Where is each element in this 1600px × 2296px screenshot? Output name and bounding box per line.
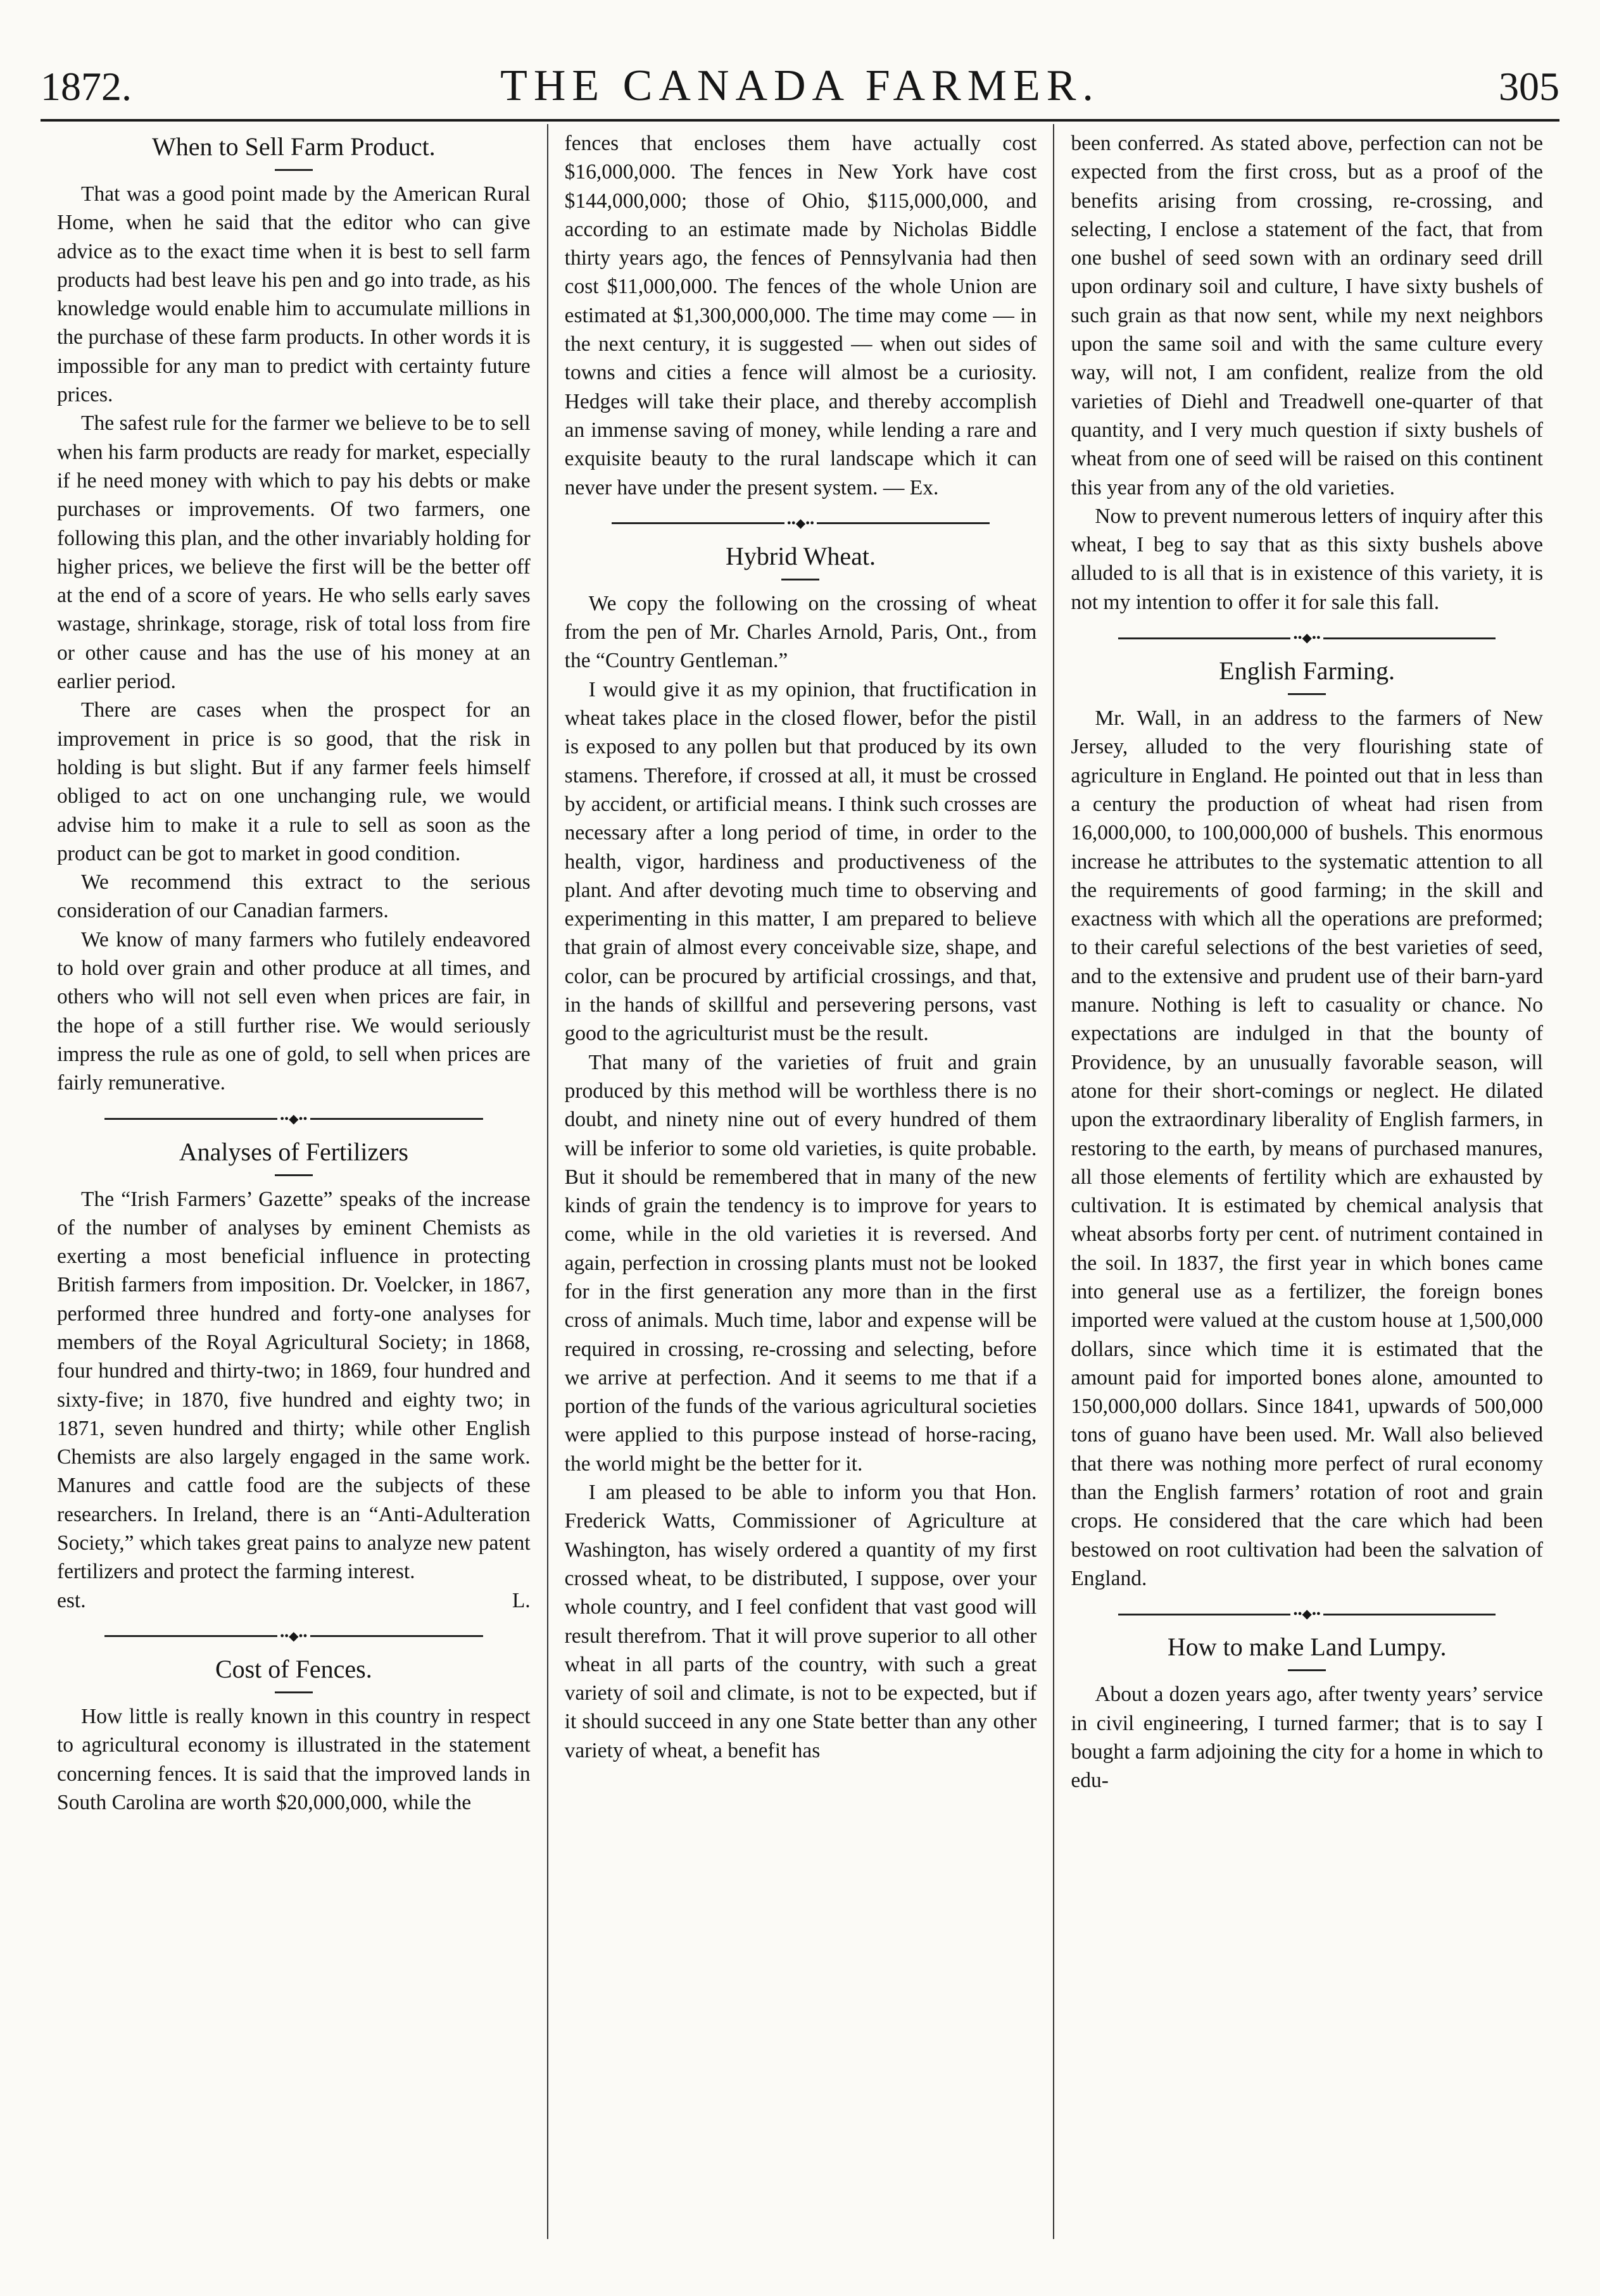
divider-ornament: ••◆•• (1293, 1607, 1321, 1622)
paragraph: been conferred. As stated above, perfection can not be expected from the first cross, but as a proof of the benefits arising from crossing, re-crossing, and selecting, I enclose a statement of the fact, that from one bushel of seed sown with an ordinary seed drill upon ordinary soil and culture, I have sixty bushels of such grain as that now sent, while my next neighbors upon the same soil and with the same culture every way, will not, I am confident, realize from the old varieties of Diehl and Treadwell one-quarter of that quantity, and I very much question if sixty bushels of wheat from one of seed will be raised on this continent this year from any of the old varieties. (1071, 132, 1543, 499)
divider-ornament: ••◆•• (280, 1112, 308, 1126)
article-title-when-to-sell: When to Sell Farm Product. (151, 132, 436, 161)
title-dash (1288, 693, 1326, 695)
divider-ornament: ••◆•• (280, 1629, 308, 1643)
signature-initial: L. (512, 1588, 531, 1612)
paragraph: There are cases when the prospect for an improvement in price is so good, that the risk in holding is but slight. But if any farmer feels himself obliged to act on one unchanging rule, we would advise him to make it a rule to sell as soon as the product can be got to market in good condition. (57, 698, 531, 865)
paragraph: The safest rule for the farmer we believe to be to sell when his farm products are ready for market, especially if he need money with which to pay his debts or make purchases or improvements. Of two farmers, one following this plan, and the other invariably holding for higher prices, we believe the first will be the better off at the end of a score of years. He who sells early saves wastage, shrinkage, storage, risk of total loss from fire or other cause and has the use of his money at an earlier period. (57, 411, 531, 694)
paragraph: That many of the varieties of fruit and grain produced by this method will be worthless there is no doubt, and ninety nine out of every hundred of them will be inferior to some old varieties, is quite probable. But it should be remembered that in many of the new kinds of grain the tendency is to improve for years to come, while in the old varieties it is reversed. And again, perfection in crossing plants must not be looked for in the first generation any more than in the first cross of animals. Much time, labor and expense will be required in crossing, re-crossing and selecting, before we arrive at perfection. And it seems to me that if a portion of the funds of the various agricultural societies were applied to this purpose instead of horse-racing, the world might be the better for it. (564, 1050, 1037, 1476)
paragraph: We copy the following on the crossing of wheat from the pen of Mr. Charles Arnold, Paris, Ont., from the “Country Gentleman.” (564, 591, 1037, 673)
section-divider (1118, 1608, 1496, 1621)
masthead (41, 61, 1559, 122)
title-dash (1288, 1669, 1326, 1671)
paragraph: We know of many farmers who futilely endeavored to hold over grain and other produce at all times, and others who will not sell even when prices are fair, in the hope of a still further rise. We would seriously impress the rule as one of gold, to sell when prices are fairly remunerative. (57, 927, 531, 1095)
article-title-cost-of-fences: Cost of Fences. (215, 1654, 372, 1683)
paragraph: Mr. Wall, in an address to the farmers of New Jersey, alluded to the very flourishing state of agriculture in England. He pointed out that in less than a century the production of wheat had risen from 16,000,000, to 100,000,000 of bushels. This enormous increase he attributes to the systematic attention to all the requirements of good farming; in the skill and exactness with which all the operations are preformed; to their careful selections of the best varieties of seed, and to the extensive and prudent use of their barn-yard manure. Nothing is left to casuality or chance. No expectations are indulged in that the bounty of Providence, by an unusually favorable season, will atone for their short-comings or neglect. He dilated upon the extraordinary liberality of English farmers, in restoring to the earth, by means of purchased manures, all those elements of fertility which are exhausted by cultivation. It is estimated by chemical analysis that wheat absorbs forty per cent. of nutriment contained in the soil. In 1837, the first year in which bones came into general use as a fertilizer, the foreign bones imported were valued at the custom house at 1,500,000 dollars, since which time it is estimated that the amount paid for imported bones alone, amounted to 150,000,000 dollars. Since 1841, upwards of 500,000 tons of guano have been used. Mr. Wall also believed that there was nothing more perfect of rural economy than the English farmers’ rotation of root and grain crops. He considered that the care which had been bestowed on root cultivation had been the salvation of England. (1071, 706, 1543, 1590)
column-1 (41, 124, 547, 2239)
paragraph: fences that encloses them have actually cost $16,000,000. The fences in New York have cost $144,000,000; those of Ohio, $115,000,000, and according to an estimate made by Nicholas Biddle thirty years ago, the fences of Pennsylvania had then cost $11,000,000. The fences of the whole Union are estimated at $1,300,000,000. The time may come — in the next century, it is suggested — when out sides of towns and cities a fence will almost be a curiosity. Hedges will take their place, and thereby accomplish an immense saving of money, while lending a rare and exquisite beauty to the rural landscape which it can never have under the present system. — Ex. (564, 132, 1037, 499)
article-title-hybrid-wheat: Hybrid Wheat. (726, 541, 876, 570)
paragraph: I am pleased to be able to inform you that Hon. Frederick Watts, Commissioner of Agriculture at Washington, has wisely ordered a quantity of my first crossed wheat, to be distributed, I suppose, over your whole country, and I feel confident that vast good will result therefrom. That it will prove superior to all other wheat in all parts of the country, with such a great variety of soil and climate, is not to be expected, but if it should succeed in any one State better than any other variety of wheat, a benefit has (564, 1481, 1037, 1762)
title-dash (275, 1691, 313, 1693)
paragraph: How little is really known in this country in respect to agricultural economy is illustrated in the statement concerning fences. It is said that the improved lands in South Carolina are worth $20,000,000, while the (57, 1704, 531, 1814)
paragraph: I would give it as my opinion, that fructification in wheat takes place in the closed flower, befor the pistil is exposed to any pollen but that produced by its own stamens. Therefore, if crossed at all, it must be crossed by accident, or artificial means. I think such crosses are necessary after a long period of time, in order to the health, vigor, hardiness and productiveness of the plant. And after devoting much time to observing and experimenting in this matter, I am prepared to believe that grain of almost every conceivable size, shape, and color, can be procured by artificial crossings, and that, in the hands of skillful and persevering persons, vast good to the agriculturist must be the result. (564, 677, 1037, 1046)
article-title-land-lumpy: How to make Land Lumpy. (1167, 1633, 1447, 1662)
section-divider (104, 1113, 483, 1126)
paragraph: About a dozen years ago, after twenty years’ service in civil engineering, I turned farmer; that is to say I bought a farm adjoining the city for a home in which to edu- (1071, 1683, 1543, 1793)
article-title-analyses: Analyses of Fertilizers (179, 1137, 408, 1166)
column-2 (547, 124, 1054, 2239)
title-dash (275, 1174, 313, 1176)
section-divider (1118, 632, 1496, 644)
article-title-english-farming: English Farming. (1219, 656, 1395, 686)
paragraph: Now to prevent numerous letters of inquiry after this wheat, I beg to say that as this sixty bushels above alluded to is all that is in existence of this variety, it is not my intention to offer it for sale this fall. (1071, 504, 1543, 614)
paragraph: We recommend this extract to the serious consideration of our Canadian farmers. (57, 870, 531, 923)
section-divider (104, 1630, 483, 1643)
article-columns (41, 124, 1559, 2239)
signature-left: est. (57, 1588, 86, 1612)
signature-row (57, 1586, 531, 1615)
paragraph: That was a good point made by the American Rural Home, when he said that the editor who can give advice as to the exact time when it is best to sell farm products had best leave his pen and go into trade, as his knowledge would enable him to accumulate millions in the purchase of these farm products. In other words it is impossible for any man to predict with certainty future prices. (57, 182, 531, 407)
page-number: 305 (1499, 64, 1559, 109)
issue-year: 1872. (41, 64, 132, 109)
divider-ornament: ••◆•• (786, 516, 815, 530)
section-divider (612, 517, 990, 530)
divider-ornament: ••◆•• (1293, 631, 1321, 646)
title-dash (275, 169, 313, 171)
paragraph: The “Irish Farmers’ Gazette” speaks of the increase of the number of analyses by eminent Chemists as exerting a most beneficial influence in protecting British farmers from imposition. Dr. Voelcker, in 1867, performed three hundred and forty-one analyses for members of the Royal Agricultural Society; in 1868, four hundred and thirty-two; in 1869, four hundred and sixty-five; in 1870, five hundred and eighty two; in 1871, seven hundred and thirty; while other English Chemists are also largely engaged in the same work. Manures and cattle food are the subjects of these researchers. In Ireland, there is an “Anti-Adulteration Society,” which takes great pains to analyze new patent fertilizers and protect the farming interest. (57, 1187, 531, 1584)
column-3 (1053, 124, 1559, 2239)
title-dash (781, 579, 819, 580)
publication-title: THE CANADA FARMER. (500, 61, 1100, 110)
